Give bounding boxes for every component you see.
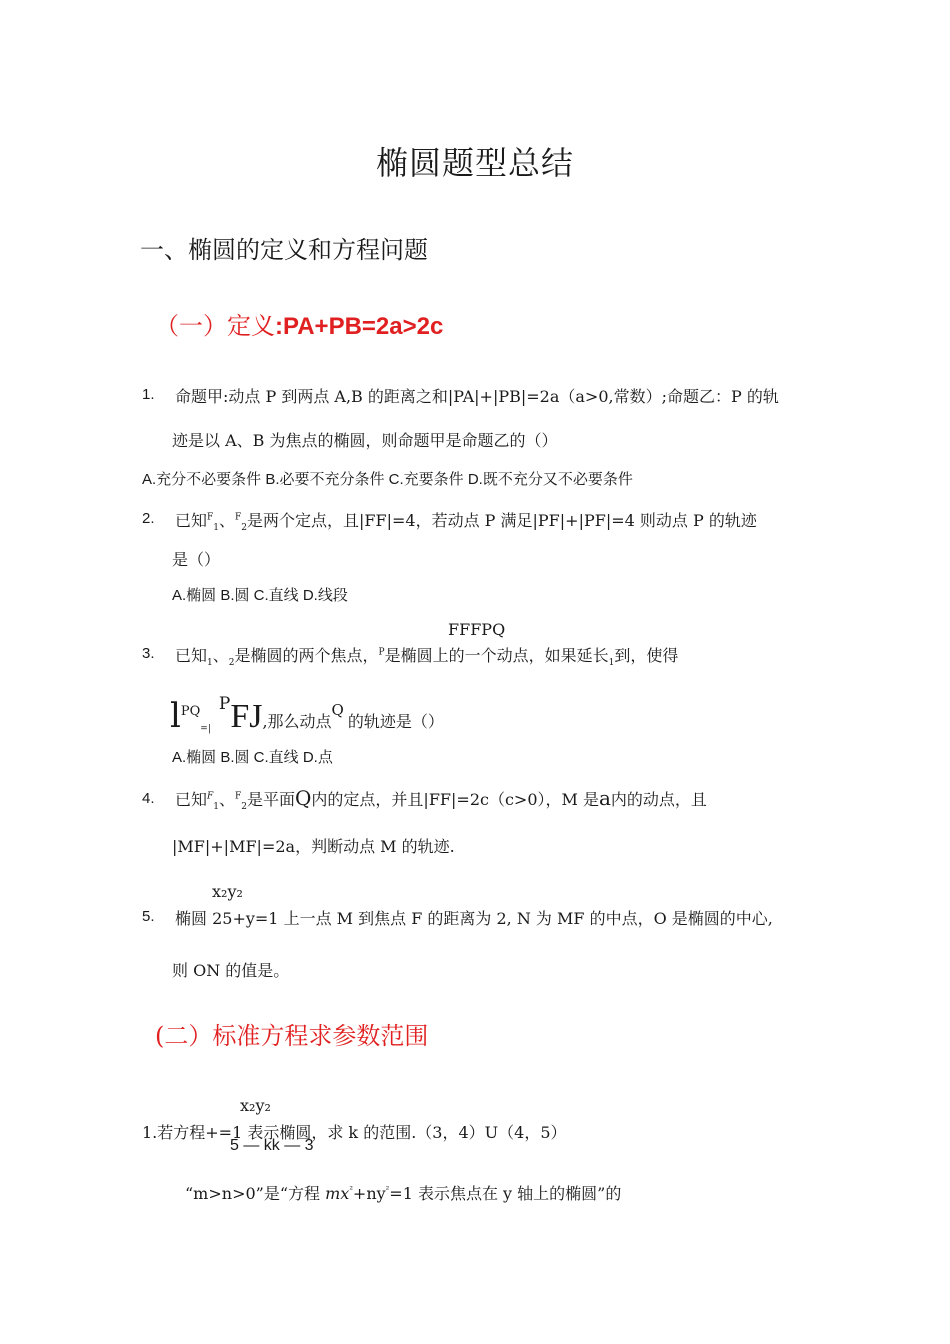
question-2-line-1 <box>175 508 757 533</box>
problem-2-sup-1: ² <box>349 1185 353 1196</box>
question-4-text-c: 内的定点，并且|FF|=2c（c>0），M 是 <box>311 790 599 809</box>
question-1-line-2: 迹是以 A、B 为焦点的椭圆，则命题甲是命题乙的（） <box>172 431 558 450</box>
question-3-sep: 、 <box>212 646 229 665</box>
focus-f2-symbol: F <box>235 512 242 523</box>
question-2-text-a: 已知 <box>175 511 208 530</box>
question-2-line-2: 是（） <box>172 550 221 569</box>
problem-1-above-text: x₂y₂ <box>240 1096 271 1115</box>
question-5-line-2: 则 ON 的值是。 <box>172 961 290 980</box>
question-2-sep: 、 <box>219 511 236 530</box>
focus-f2-symbol: F <box>235 791 242 802</box>
question-4-line-1 <box>175 786 707 812</box>
question-3-text-b: 是椭圆的两个焦点， <box>234 646 379 665</box>
problem-1-line: 1.若方程+=1 表示椭圆，求 k 的范围.（3，4）U（4，5） <box>142 1123 567 1142</box>
problem-2-sup-2: ² <box>385 1185 390 1196</box>
subsection-heading-parameter-range: (二）标准方程求参数范围 <box>155 1022 429 1050</box>
page-title: 椭圆题型总结 <box>375 144 574 182</box>
question-3-sub-2: 2 <box>228 658 235 669</box>
question-4-sep: 、 <box>219 790 236 809</box>
subsection-heading-definition <box>155 306 443 341</box>
section-heading-1: 一、椭圆的定义和方程问题 <box>140 236 428 264</box>
focus-f2-subscript: 2 <box>241 523 247 534</box>
focus-f1-subscript: 1 <box>213 802 219 813</box>
question-4-line-2: |MF|+|MF|=2a，判断动点 M 的轨迹. <box>172 837 455 856</box>
question-4-text-b: 是平面 <box>247 790 296 809</box>
subsection-heading-text: （一）定义 <box>155 312 275 340</box>
problem-2-line <box>185 1181 621 1204</box>
problem-2-mx: mx <box>325 1184 350 1203</box>
focus-f1-subscript: 1 <box>213 523 219 534</box>
question-3-l-symbol: l <box>170 696 181 736</box>
question-3-text-e: ,那么动点 <box>262 712 332 731</box>
question-number: 1. <box>142 386 155 403</box>
plane-a-symbol: a <box>598 786 611 810</box>
question-5-line-1: 椭圆 25+y=1 上一点 M 到焦点 F 的距离为 2, N 为 MF 的中点，O 是椭圆的中心, <box>175 909 773 928</box>
focus-f1-symbol: F <box>207 791 214 802</box>
question-3-p-super: P <box>218 694 231 714</box>
question-3-eq: =| <box>200 724 211 735</box>
question-1-line-1: 命题甲:动点 P 到两点 A,B 的距离之和|PA|+|PB|=2a（a>0,常数）;命题乙：P 的轨 <box>175 387 779 406</box>
question-number: 2. <box>142 510 155 527</box>
problem-2-text-a: “m>n>0”是“方程 <box>185 1184 326 1203</box>
question-3-text-a: 已知 <box>175 646 208 665</box>
question-3-pq: PQ <box>180 704 201 719</box>
question-number: 3. <box>142 645 155 662</box>
problem-2-text-b: +ny <box>352 1184 386 1203</box>
plane-alpha-symbol: Q <box>295 786 312 810</box>
question-3-sub-3: 1 <box>608 658 615 669</box>
question-2-options: A.椭圆 B.圆 C.直线 D.线段 <box>172 587 348 604</box>
question-1-options: A.充分不必要条件 B.必要不充分条件 C.充要条件 D.既不充分又不必要条件 <box>142 471 633 488</box>
question-2-text-rest: 是两个定点，且|FF|=4，若动点 P 满足|PF|+|PF|=4 则动点 P 的轨迹 <box>247 511 757 530</box>
question-3-fj: FJ <box>230 698 263 735</box>
question-3-text-c: 是椭圆上的一个动点，如果延长 <box>384 646 609 665</box>
question-5-above-text: x₂y₂ <box>212 882 243 901</box>
question-3-above-text: FFFPQ <box>448 620 506 639</box>
question-3-q-symbol: Q <box>331 701 344 719</box>
question-number: 5. <box>142 908 155 925</box>
focus-f1-symbol: F <box>207 512 214 523</box>
definition-formula: :PA+PB=2a>2c <box>275 313 444 340</box>
question-3-line-2 <box>170 684 444 749</box>
question-number: 4. <box>142 790 155 807</box>
question-4-text-d: 内的动点，且 <box>610 790 707 809</box>
question-3-text-d: 到，使得 <box>614 646 679 665</box>
question-3-text-f: 的轨迹是（） <box>347 712 444 731</box>
question-4-text-a: 已知 <box>175 790 208 809</box>
problem-1-below-text: 5 — kk — 3 <box>230 1137 314 1154</box>
question-3-point-p: P <box>378 647 385 658</box>
question-3-line-1 <box>175 643 678 668</box>
focus-f2-subscript: 2 <box>241 802 247 813</box>
question-3-options: A.椭圆 B.圆 C.直线 D.点 <box>172 749 333 766</box>
problem-2-text-c: =1 表示焦点在 y 轴上的椭圆”的 <box>389 1184 622 1203</box>
question-3-sub-1: 1 <box>207 658 213 669</box>
